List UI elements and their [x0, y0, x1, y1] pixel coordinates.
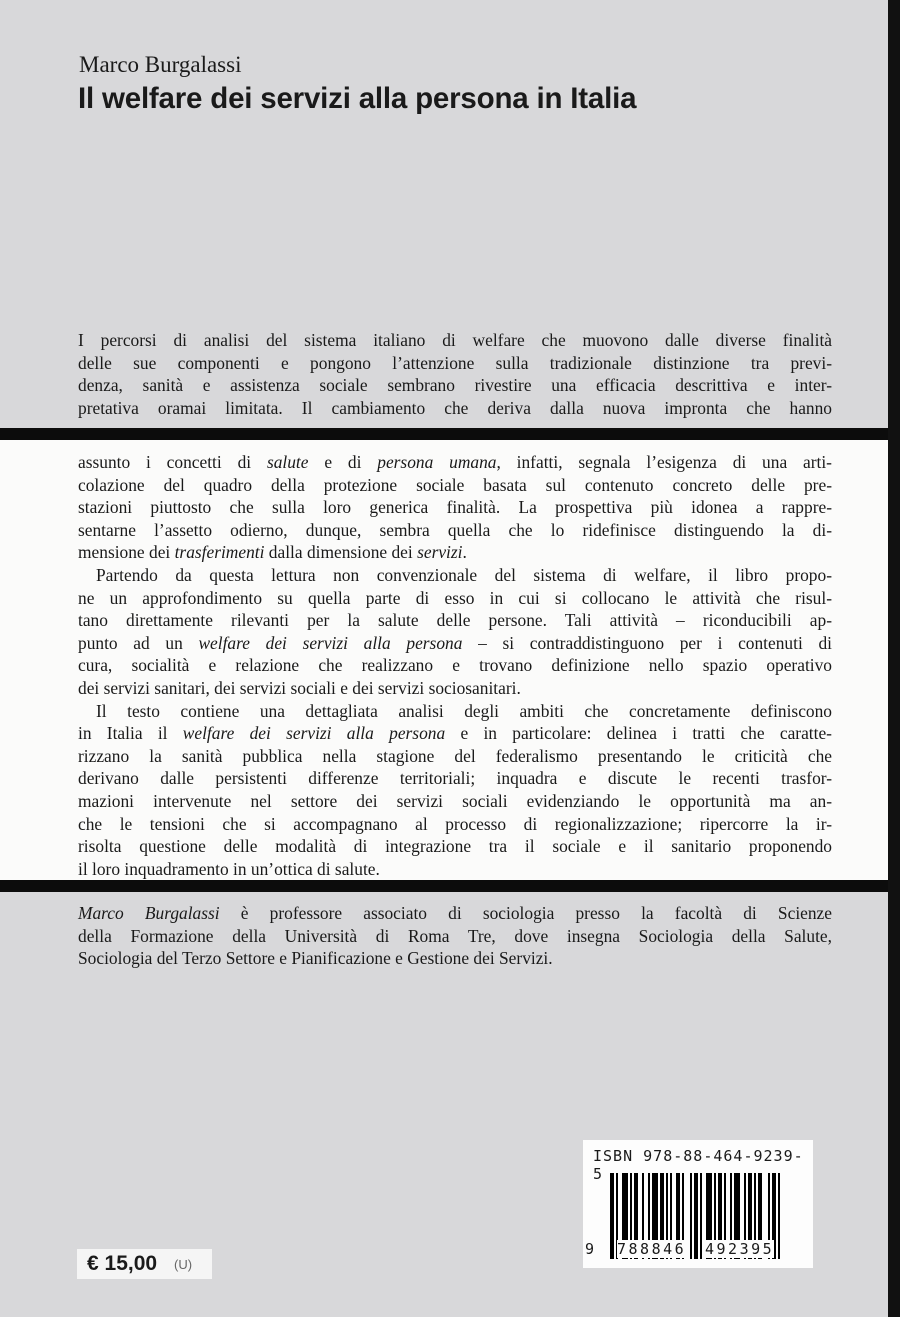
text-segment: mensione dei — [78, 542, 175, 563]
text-segment: Partendo da questa lettura non convenzionale del sistema di welfare, il libro propo- — [96, 564, 832, 585]
text-line — [78, 632, 832, 655]
text-segment: trasferimenti — [174, 542, 265, 563]
text-segment: che le tensioni che si accompagnano al processo di regionalizzazione; ripercorre la ir- — [78, 813, 832, 834]
blurb-main — [78, 451, 832, 880]
text-line — [78, 813, 832, 836]
text-segment: colazione del quadro della protezione sociale basata sul contenuto concreto delle pre- — [78, 474, 832, 495]
text-segment: e in particolare: delinea i tratti che caratte- — [445, 723, 832, 744]
text-segment: in Italia il — [78, 723, 183, 744]
text-segment: delle sue componenti e pongono l’attenzione sulla tradizionale distinzione tra previ- — [78, 352, 832, 373]
text-line — [78, 564, 832, 587]
text-line — [78, 677, 832, 700]
isbn-number: ISBN 978-88-464-9239-5 — [593, 1147, 804, 1183]
text-segment: rizzano la sanità pubblica nella stagione del federalismo presentando le criticità che — [78, 745, 832, 766]
text-line — [78, 790, 832, 813]
isbn-barcode-label — [583, 1140, 813, 1268]
text-line — [78, 496, 832, 519]
text-line — [78, 745, 832, 768]
book-title: Il welfare dei servizi alla persona in Italia — [78, 82, 637, 115]
text-line — [78, 519, 832, 542]
author-name: Marco Burgalassi — [79, 52, 242, 77]
text-segment: punto ad un — [78, 632, 199, 653]
blurb-intro — [78, 329, 832, 419]
text-line — [78, 541, 832, 564]
text-segment: il loro inquadramento in un’ottica di salute. — [78, 858, 380, 879]
barcode-bar — [700, 1173, 702, 1259]
price-value: € 15,00 — [87, 1252, 158, 1275]
text-line — [78, 374, 832, 397]
text-segment: I percorsi di analisi del sistema italiano di welfare che muovono dalle diverse finalità — [78, 330, 832, 350]
text-line — [78, 722, 832, 745]
text-segment: , infatti, segnala l’esigenza di una arti- — [496, 452, 832, 472]
author-bio — [78, 902, 832, 970]
cover-edge — [888, 0, 900, 1317]
text-segment: cura, socialità e relazione che realizzano e trovano definizione nello spazio operativo — [78, 655, 832, 676]
text-segment: pretativa oramai limitata. Il cambiamento che deriva dalla nuova impronta che hanno — [78, 397, 832, 418]
divider-band-top — [0, 428, 888, 440]
text-segment: stazioni piuttosto che sulla loro generica finalità. La prospettiva più idonea a rappre- — [78, 497, 832, 518]
text-line — [78, 654, 832, 677]
text-segment: Sociologia del Terzo Settore e Pianificazione e Gestione dei Servizi. — [78, 948, 553, 969]
text-line — [78, 858, 832, 881]
text-segment: sentarne l’assetto odierno, dunque, sembra quella che lo ridefinisce distinguendo la di- — [78, 519, 832, 540]
text-segment: Marco Burgalassi — [78, 903, 220, 923]
barcode-bar — [610, 1173, 614, 1259]
text-line — [78, 352, 832, 375]
text-segment: mazioni intervenute nel settore dei servizi sociali evidenziando le opportunità ma an- — [78, 790, 832, 811]
text-line — [78, 329, 832, 352]
divider-band-bottom — [0, 880, 888, 892]
text-segment: denza, sanità e assistenza sociale sembrano rivestire una efficacia descrittiva e inter- — [78, 375, 832, 396]
text-segment: tano direttamente rilevanti per la salute delle persone. Tali attività – riconducibili ap- — [78, 610, 832, 631]
text-line — [78, 767, 832, 790]
text-line — [78, 397, 832, 420]
text-segment: persona umana — [377, 452, 497, 472]
price-code: (U) — [174, 1257, 193, 1272]
text-segment: dei servizi sanitari, dei servizi sociali e dei servizi sociosanitari. — [78, 677, 521, 698]
text-segment: Il testo contiene una dettagliata analisi degli ambiti che concretamente definiscono — [96, 700, 832, 721]
text-segment: dalla dimensione dei — [264, 542, 418, 563]
text-segment: derivano dalle persistenti differenze territoriali; inquadra e discute le recenti trasfor- — [78, 768, 832, 789]
barcode-bar — [690, 1173, 692, 1259]
barcode-digits-left: 788846 — [617, 1240, 687, 1258]
text-segment: – si contraddistinguono per i contenuti di — [462, 632, 832, 653]
text-segment: servizi — [417, 542, 463, 563]
barcode-bar — [778, 1173, 780, 1259]
price-sticker — [77, 1249, 212, 1279]
barcode-digits-right: 492395 — [705, 1240, 775, 1258]
text-segment: . — [462, 542, 467, 563]
text-line — [78, 700, 832, 723]
text-segment: welfare dei servizi alla persona — [198, 632, 463, 653]
barcode-bar — [694, 1173, 698, 1259]
text-segment: della Formazione della Università di Roma Tre, dove insegna Sociologia della Salute, — [78, 925, 832, 946]
text-line — [78, 609, 832, 632]
barcode-digit-first: 9 — [585, 1240, 597, 1258]
text-segment: risolta questione delle modalità di integrazione tra il sociale e il sanitario proponendo — [78, 836, 832, 857]
text-line — [78, 587, 832, 610]
text-line — [78, 835, 832, 858]
text-segment: ne un approfondimento su quella parte di esso in cui si collocano le attività che risul- — [78, 587, 832, 608]
text-segment: assunto i concetti di — [78, 452, 267, 472]
text-line — [78, 451, 832, 474]
text-line — [78, 474, 832, 497]
text-line — [78, 925, 832, 948]
text-segment: welfare dei servizi alla persona — [182, 723, 446, 744]
text-line — [78, 947, 832, 970]
text-line — [78, 902, 832, 925]
text-segment: salute — [266, 452, 309, 472]
text-segment: è professore associato di sociologia presso la facoltà di Scienze — [219, 903, 832, 923]
text-segment: e di — [308, 452, 378, 472]
